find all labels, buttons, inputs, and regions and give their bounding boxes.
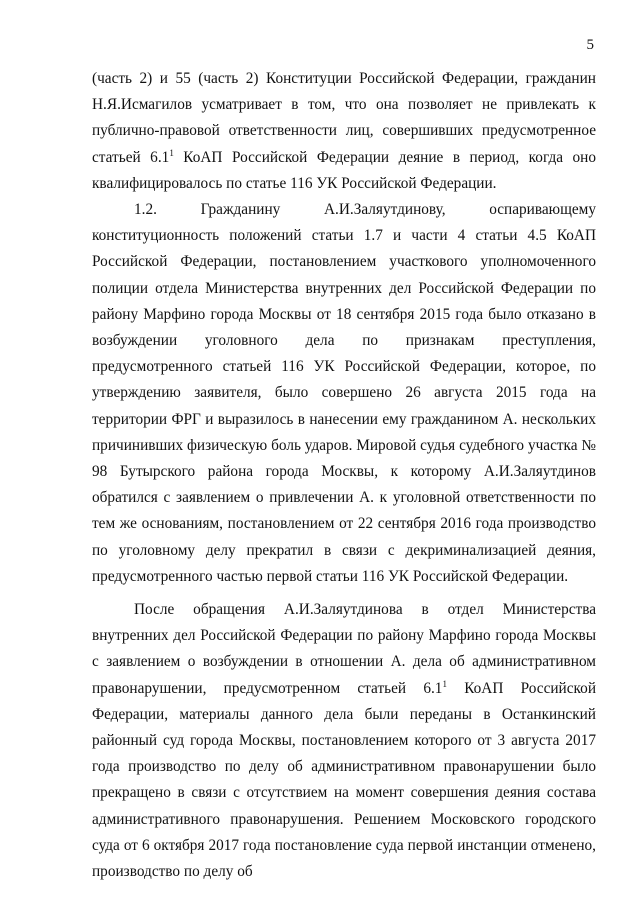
paragraph-text: (часть 2) и 55 (часть 2) Конституции Российской Федерации, гражданин Н.Я.Исмагилов усматривает в том, что она позволяет не привлекать к публично-правовой ответственности лиц, совершивших предусмотренное статьей 6.1 bbox=[92, 70, 596, 166]
superscript: 1 bbox=[169, 147, 174, 158]
paragraph-text: КоАП Российской Федерации, материалы данного дела были переданы в Останкинский районный суд города Москвы, постановлением которого от 3 августа 2017 года производство по делу об административном правонарушении было прекращено в связи с отсутствием на момент совершения деяния состава административного правонарушения. Решением Московского городского суда от 6 октября 2017 года постановление суда первой инстанции отменено, производство по делу об bbox=[92, 679, 597, 881]
paragraph-appeal bbox=[92, 597, 596, 885]
paragraph-text: После обращения А.И.Заляутдинова в отдел Министерства внутренних дел Российской Федерации по району Марфино города Москвы с заявлением о возбуждении в отношении А. дела об административном правонарушении, предусмотренном статьей 6.1 bbox=[92, 601, 596, 697]
superscript: 1 bbox=[442, 678, 447, 689]
page-number: 5 bbox=[586, 37, 594, 53]
paragraph-1-2: 1.2. Гражданину А.И.Заляутдинову, оспаривающему конституционность положений статьи 1.7 и части 4 статьи 4.5 КоАП Российской Федерации, постановлением участкового уполномоченного полиции отдела Министерства внутренних дел Российской Федерации по району Марфино города Москвы от 18 сентября 2015 года было отказано в возбуждении уголовного дела по признакам преступления, предусмотренного статьей 116 УК Российской Федерации, которое, по утверждению заявителя, было совершено 26 августа 2015 года на территории ФРГ и выразилось в нанесении ему гражданином А. нескольких причинивших физическую боль ударов. Мировой судья судебного участка № 98 Бутырского района города Москвы, к которому А.И.Заляутдинов обратился с заявлением о привлечении А. к уголовной ответственности по тем же основаниям, постановлением от 22 сентября 2016 года производство по уголовному делу прекратил в связи с декриминализацией деяния, предусмотренного частью первой статьи 116 УК Российской Федерации. bbox=[92, 201, 596, 585]
document-body bbox=[92, 66, 596, 885]
paragraph-text: КоАП Российской Федерации деяние в период, когда оно квалифицировалось по статье 116 УК Российской Федерации. bbox=[92, 148, 596, 192]
paragraph-continuation bbox=[92, 66, 596, 197]
